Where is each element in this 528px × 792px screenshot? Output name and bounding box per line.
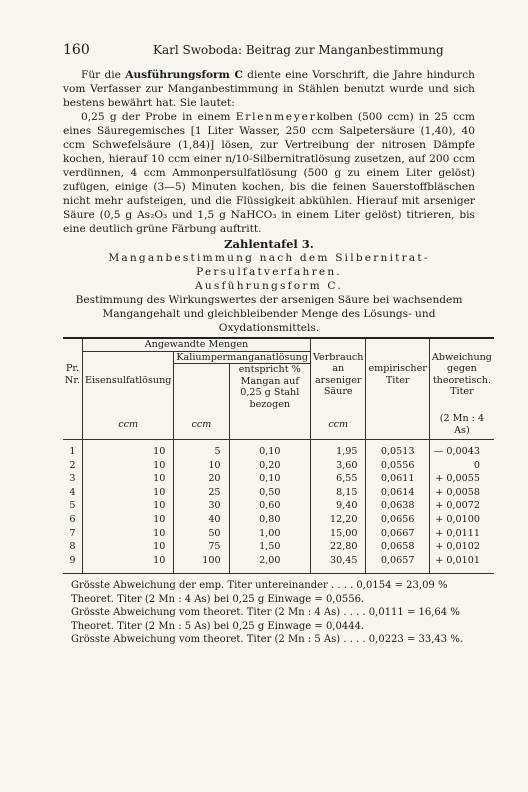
cell-nr: 7 [69, 527, 76, 539]
col-header-angewandte: Angewandte Mengen [82, 338, 310, 351]
table-row [63, 486, 494, 500]
cell-abweichung: + 0,0055 [429, 472, 494, 486]
cell-mangan: 0,20 [229, 459, 310, 473]
cell-eisen: 10 [82, 499, 173, 513]
col-header-titer: empirischer Titer [366, 338, 429, 410]
cell-mangan: 0,50 [229, 486, 310, 500]
cell-mangan: 2,00 [229, 554, 310, 574]
cell-kalium: 5 [174, 440, 229, 459]
cell-verbrauch: 12,20 [310, 513, 366, 527]
table-row [63, 513, 494, 527]
paragraph-intro: Für die Ausführungsform C diente eine Vorschrift, die Jahre hindurch vom Verfasser zur Manganbestimmung in Stählen benutzt wurde und sich bestens bewährt hat. Sie lautet: [63, 69, 475, 109]
cell-kalium: 100 [174, 554, 229, 574]
cell-verbrauch: 8,15 [310, 486, 366, 500]
cell-titer: 0,0657 [366, 554, 429, 574]
cell-eisen: 10 [82, 486, 173, 500]
table-row [63, 440, 494, 459]
cell-mangan: 1,00 [229, 527, 310, 541]
cell-kalium: 30 [174, 499, 229, 513]
page-header [63, 42, 475, 58]
col-header-abweichung: Abweichung gegen theoretisch. Titer [429, 338, 494, 410]
cell-kalium: 20 [174, 472, 229, 486]
cell-eisen: 10 [82, 540, 173, 554]
cell-eisen: 10 [82, 459, 173, 473]
footer-line-4: Theoret. Titer (2 Mn : 5 As) bei 0,25 g Einwage = 0,0444. [71, 620, 365, 632]
unit-abweichung: (2 Mn : 4 As) [429, 410, 494, 440]
cell-titer: 0,0656 [366, 513, 429, 527]
table-row [63, 527, 494, 541]
cell-mangan: 0,10 [229, 440, 310, 459]
running-title: Karl Swoboda: Beitrag zur Manganbestimmung [153, 43, 444, 57]
col-header-kalium-ccm [174, 364, 229, 411]
cell-titer: 0,0614 [366, 486, 429, 500]
data-table [63, 337, 494, 574]
cell-kalium: 10 [174, 459, 229, 473]
cell-verbrauch: 1,95 [310, 440, 366, 459]
cell-abweichung: + 0,0072 [429, 499, 494, 513]
cell-verbrauch: 22,80 [310, 540, 366, 554]
cell-titer: 0,0667 [366, 527, 429, 541]
cell-abweichung: + 0,0101 [429, 554, 494, 574]
cell-eisen: 10 [82, 554, 173, 574]
cell-titer: 0,0658 [366, 540, 429, 554]
table-row [63, 554, 494, 574]
table-body [63, 440, 494, 574]
col-header-entspricht: entspricht % Mangan auf 0,25 g Stahl bezogen [229, 364, 310, 411]
footer-line-2: Theoret. Titer (2 Mn : 4 As) bei 0,25 g Einwage = 0,0556. [71, 593, 365, 605]
cell-nr: 4 [69, 486, 76, 498]
footer-line-1: Grösste Abweichung der emp. Titer untereinander . . . . 0,0154 = 23,09 % [71, 580, 448, 592]
cell-nr: 2 [69, 459, 76, 471]
cell-eisen: 10 [82, 440, 173, 459]
table-row [63, 499, 494, 513]
cell-eisen: 10 [82, 472, 173, 486]
table-row [63, 540, 494, 554]
cell-eisen: 10 [82, 513, 173, 527]
cell-kalium: 40 [174, 513, 229, 527]
col-header-nr: Pr. Nr. [65, 363, 80, 386]
table-subtitle-description: Bestimmung des Wirkungswertes der arsenigen Säure bei wachsendem Mangangehalt und gleichbleibender Menge des Lösungs- und Oxydationsmittels. [75, 294, 463, 334]
table-subtitle-form: Ausführungsform C. [195, 280, 343, 292]
cell-nr: 6 [69, 513, 76, 525]
cell-verbrauch: 15,00 [310, 527, 366, 541]
cell-kalium: 25 [174, 486, 229, 500]
cell-titer: 0,0556 [366, 459, 429, 473]
cell-abweichung: 0 [429, 459, 494, 473]
cell-nr: 8 [69, 541, 76, 553]
unit-verbrauch: ccm [310, 410, 366, 440]
table-row [63, 472, 494, 486]
unit-eisen: ccm [82, 410, 173, 440]
bold-term: Ausführungsform C [125, 69, 243, 81]
cell-mangan: 0,10 [229, 472, 310, 486]
table-row [63, 459, 494, 473]
cell-abweichung: + 0,0102 [429, 540, 494, 554]
cell-kalium: 75 [174, 540, 229, 554]
cell-eisen: 10 [82, 527, 173, 541]
table-title: Zahlentafel 3. [224, 237, 314, 251]
cell-titer: 0,0638 [366, 499, 429, 513]
name-erlenmeyer: Erlenmeyer [235, 111, 317, 123]
footer-line-5: Grösste Abweichung vom theoret. Titer (2 Mn : 5 As) . . . . 0,0223 = 33,43 %. [71, 634, 464, 646]
footer-line-3: Grösste Abweichung vom theoret. Titer (2 Mn : 4 As) . . . . 0,0111 = 16,64 % [71, 607, 460, 619]
col-header-eisen: Eisensulfatlösung [82, 351, 173, 410]
cell-verbrauch: 3,60 [310, 459, 366, 473]
unit-kalium: ccm [174, 410, 229, 440]
paragraph-procedure: 0,25 g der Probe in einem Erlenmeyerkolben (500 ccm) in 25 ccm eines Säuregemisches [1 Liter Wasser, 250 ccm Salpetersäure (1,40), 40 ccm Schwefelsäure (1,84)] lösen, zur Vertreibung der nitrosen Dämpfe kochen, hierauf 10 ccm einer n/10-Silbernitratlösung zusetzen, auf 200 ccm verdünnen, 4 ccm Ammonpersulfatlösung (500 g zu einem Liter gelöst) zufügen, einige (3—5) Minuten kochen, bis die feinen Sauerstoffbläschen nicht mehr aufsteigen, und die Flüssigkeit abkühlen. Hierauf mit arseniger Säure (0,5 g As₂O₃ und 1,5 g NaHCO₃ in einem Liter gelöst) titrieren, bis eine deutlich grüne Färbung auftritt. [63, 111, 475, 235]
cell-titer: 0,0611 [366, 472, 429, 486]
cell-nr: 1 [69, 446, 76, 457]
page [63, 42, 492, 647]
page-number: 160 [63, 42, 90, 58]
cell-nr: 5 [69, 500, 76, 512]
cell-kalium: 50 [174, 527, 229, 541]
cell-abweichung: + 0,0058 [429, 486, 494, 500]
cell-verbrauch: 6,55 [310, 472, 366, 486]
cell-titer: 0,0513 [366, 440, 429, 459]
cell-mangan: 0,60 [229, 499, 310, 513]
table-footer [63, 579, 475, 647]
col-header-verbrauch: Verbrauch an arseniger Säure [310, 338, 366, 410]
cell-nr: 3 [69, 473, 76, 485]
cell-nr: 9 [63, 554, 82, 574]
table-subtitle-method: Manganbestimmung nach dem Silbernitrat-Persulfatverfahren. [108, 252, 430, 278]
cell-mangan: 0,80 [229, 513, 310, 527]
cell-abweichung: — 0,0043 [429, 440, 494, 459]
cell-mangan: 1,50 [229, 540, 310, 554]
cell-abweichung: + 0,0100 [429, 513, 494, 527]
col-header-kalium: Kaliumpermanganatlösung [174, 351, 311, 364]
cell-abweichung: + 0,0111 [429, 527, 494, 541]
cell-verbrauch: 9,40 [310, 499, 366, 513]
cell-verbrauch: 30,45 [310, 554, 366, 574]
